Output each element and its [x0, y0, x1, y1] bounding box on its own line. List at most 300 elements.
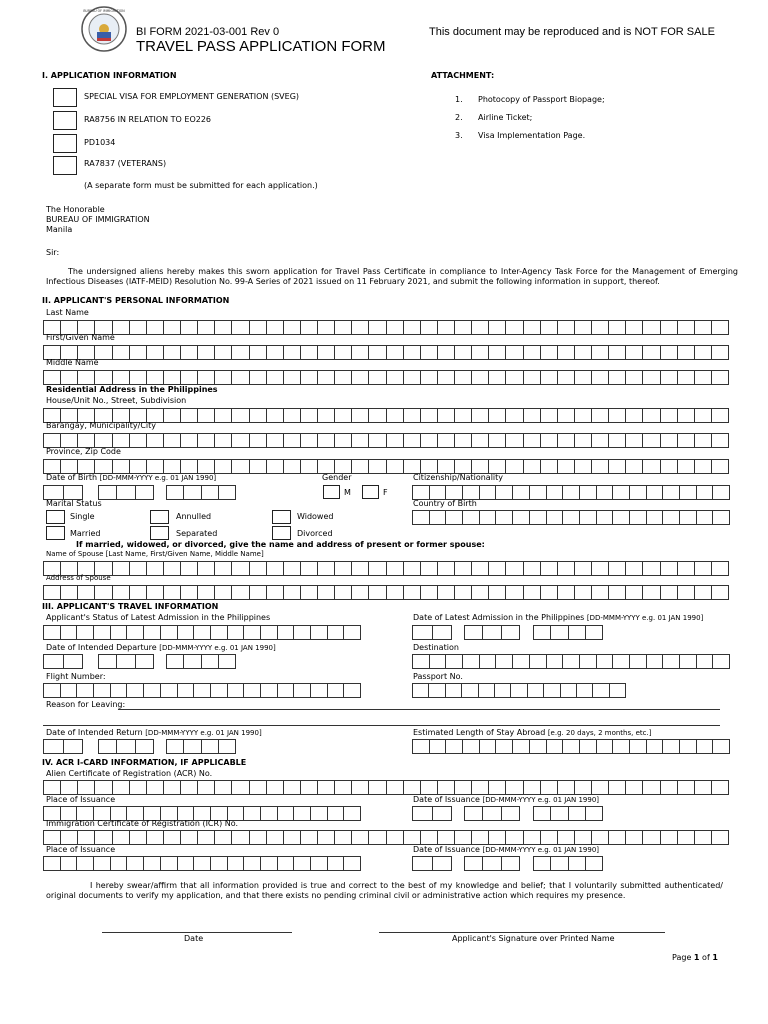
char-cell[interactable] [198, 585, 215, 600]
char-cell[interactable] [592, 459, 609, 474]
char-cell[interactable] [506, 459, 523, 474]
char-cell[interactable] [626, 408, 643, 423]
destination-field[interactable] [412, 654, 730, 669]
char-cell[interactable] [626, 780, 643, 795]
char-cell[interactable] [301, 459, 318, 474]
char-cell[interactable] [697, 510, 714, 525]
char-cell[interactable] [211, 625, 228, 640]
char-cell[interactable] [609, 830, 626, 845]
char-cell[interactable] [506, 780, 523, 795]
char-cell[interactable] [44, 780, 61, 795]
citizenship-field[interactable] [412, 485, 730, 500]
char-cell[interactable] [284, 830, 301, 845]
char-cell[interactable] [311, 856, 328, 871]
char-cell[interactable] [117, 485, 135, 500]
char-cell[interactable] [661, 561, 678, 576]
char-cell[interactable] [455, 408, 472, 423]
char-cell[interactable] [713, 654, 730, 669]
char-cell[interactable] [352, 459, 369, 474]
char-cell[interactable] [78, 830, 95, 845]
char-cell[interactable] [506, 561, 523, 576]
char-cell[interactable] [430, 510, 447, 525]
char-cell[interactable] [44, 683, 61, 698]
char-cell[interactable] [592, 370, 609, 385]
char-cell[interactable] [433, 806, 453, 821]
departure-month-field[interactable] [98, 654, 154, 669]
char-cell[interactable] [586, 856, 603, 871]
char-cell[interactable] [430, 485, 447, 500]
char-cell[interactable] [301, 408, 318, 423]
char-cell[interactable] [463, 654, 480, 669]
char-cell[interactable] [344, 625, 361, 640]
char-cell[interactable] [489, 780, 506, 795]
char-cell[interactable] [541, 459, 558, 474]
char-cell[interactable] [294, 625, 311, 640]
char-cell[interactable] [524, 561, 541, 576]
char-cell[interactable] [328, 683, 345, 698]
char-cell[interactable] [278, 625, 295, 640]
char-cell[interactable] [167, 654, 184, 669]
char-cell[interactable] [524, 780, 541, 795]
char-cell[interactable] [506, 345, 523, 360]
char-cell[interactable] [215, 345, 232, 360]
char-cell[interactable] [127, 856, 144, 871]
char-cell[interactable] [215, 408, 232, 423]
char-cell[interactable] [575, 433, 592, 448]
char-cell[interactable] [335, 780, 352, 795]
char-cell[interactable] [44, 830, 61, 845]
char-cell[interactable] [232, 780, 249, 795]
char-cell[interactable] [352, 585, 369, 600]
char-cell[interactable] [463, 485, 480, 500]
char-cell[interactable] [215, 780, 232, 795]
first-name-field[interactable] [43, 345, 729, 360]
char-cell[interactable] [136, 654, 154, 669]
char-cell[interactable] [558, 345, 575, 360]
char-cell[interactable] [472, 585, 489, 600]
char-cell[interactable] [267, 585, 284, 600]
char-cell[interactable] [663, 739, 680, 754]
char-cell[interactable] [284, 408, 301, 423]
char-cell[interactable] [489, 459, 506, 474]
char-cell[interactable] [215, 370, 232, 385]
char-cell[interactable] [502, 625, 520, 640]
char-cell[interactable] [164, 345, 181, 360]
char-cell[interactable] [78, 780, 95, 795]
char-cell[interactable] [284, 459, 301, 474]
last-name-field[interactable] [43, 320, 729, 335]
char-cell[interactable] [267, 780, 284, 795]
char-cell[interactable] [198, 345, 215, 360]
char-cell[interactable] [261, 625, 278, 640]
char-cell[interactable] [130, 459, 147, 474]
char-cell[interactable] [111, 683, 128, 698]
char-cell[interactable] [647, 654, 664, 669]
char-cell[interactable] [328, 625, 345, 640]
char-cell[interactable] [167, 739, 184, 754]
char-cell[interactable] [181, 433, 198, 448]
char-cell[interactable] [113, 830, 130, 845]
char-cell[interactable] [569, 625, 586, 640]
char-cell[interactable] [592, 780, 609, 795]
char-cell[interactable] [695, 585, 712, 600]
char-cell[interactable] [113, 345, 130, 360]
spouse-name-field[interactable] [43, 561, 729, 576]
char-cell[interactable] [678, 780, 695, 795]
char-cell[interactable] [413, 806, 433, 821]
char-cell[interactable] [284, 585, 301, 600]
char-cell[interactable] [94, 625, 111, 640]
char-cell[interactable] [413, 739, 430, 754]
char-cell[interactable] [513, 510, 530, 525]
char-cell[interactable] [558, 780, 575, 795]
char-cell[interactable] [661, 585, 678, 600]
char-cell[interactable] [530, 485, 547, 500]
annulled-checkbox[interactable] [150, 510, 169, 524]
char-cell[interactable] [446, 654, 463, 669]
char-cell[interactable] [563, 739, 580, 754]
passport-field[interactable] [412, 683, 626, 698]
char-cell[interactable] [301, 320, 318, 335]
char-cell[interactable] [181, 320, 198, 335]
char-cell[interactable] [335, 830, 352, 845]
char-cell[interactable] [609, 780, 626, 795]
issuance1-month-field[interactable] [464, 806, 520, 821]
char-cell[interactable] [301, 561, 318, 576]
issuance2-day-field[interactable] [412, 856, 452, 871]
char-cell[interactable] [663, 654, 680, 669]
char-cell[interactable] [301, 370, 318, 385]
char-cell[interactable] [575, 780, 592, 795]
admission-day-field[interactable] [412, 625, 452, 640]
char-cell[interactable] [95, 459, 112, 474]
char-cell[interactable] [647, 739, 664, 754]
issuance2-month-field[interactable] [464, 856, 520, 871]
char-cell[interactable] [261, 856, 278, 871]
char-cell[interactable] [455, 780, 472, 795]
char-cell[interactable] [99, 654, 117, 669]
char-cell[interactable] [580, 485, 597, 500]
char-cell[interactable] [413, 485, 430, 500]
char-cell[interactable] [597, 485, 614, 500]
char-cell[interactable] [250, 585, 267, 600]
char-cell[interactable] [551, 806, 568, 821]
char-cell[interactable] [178, 856, 195, 871]
char-cell[interactable] [95, 780, 112, 795]
char-cell[interactable] [328, 856, 345, 871]
char-cell[interactable] [215, 830, 232, 845]
char-cell[interactable] [64, 654, 84, 669]
char-cell[interactable] [267, 433, 284, 448]
char-cell[interactable] [626, 585, 643, 600]
char-cell[interactable] [404, 408, 421, 423]
char-cell[interactable] [472, 780, 489, 795]
reason-line-2[interactable] [43, 725, 720, 726]
char-cell[interactable] [352, 433, 369, 448]
char-cell[interactable] [647, 485, 664, 500]
char-cell[interactable] [483, 625, 501, 640]
status-field[interactable] [43, 625, 361, 640]
char-cell[interactable] [404, 345, 421, 360]
char-cell[interactable] [335, 370, 352, 385]
issuance1-day-field[interactable] [412, 806, 452, 821]
char-cell[interactable] [524, 433, 541, 448]
char-cell[interactable] [511, 683, 527, 698]
char-cell[interactable] [184, 739, 201, 754]
char-cell[interactable] [626, 561, 643, 576]
char-cell[interactable] [178, 683, 195, 698]
char-cell[interactable] [480, 485, 497, 500]
char-cell[interactable] [144, 856, 161, 871]
char-cell[interactable] [626, 320, 643, 335]
char-cell[interactable] [318, 433, 335, 448]
char-cell[interactable] [404, 459, 421, 474]
char-cell[interactable] [194, 683, 211, 698]
char-cell[interactable] [455, 585, 472, 600]
char-cell[interactable] [328, 806, 345, 821]
char-cell[interactable] [130, 585, 147, 600]
char-cell[interactable] [695, 345, 712, 360]
char-cell[interactable] [219, 654, 236, 669]
char-cell[interactable] [712, 780, 729, 795]
spouse-address-field[interactable] [43, 585, 729, 600]
char-cell[interactable] [592, 561, 609, 576]
char-cell[interactable] [318, 585, 335, 600]
char-cell[interactable] [592, 433, 609, 448]
char-cell[interactable] [626, 433, 643, 448]
char-cell[interactable] [215, 561, 232, 576]
char-cell[interactable] [438, 370, 455, 385]
char-cell[interactable] [613, 739, 630, 754]
char-cell[interactable] [678, 408, 695, 423]
char-cell[interactable] [318, 830, 335, 845]
widowed-checkbox[interactable] [272, 510, 291, 524]
char-cell[interactable] [561, 683, 577, 698]
char-cell[interactable] [455, 459, 472, 474]
char-cell[interactable] [506, 433, 523, 448]
char-cell[interactable] [352, 561, 369, 576]
char-cell[interactable] [44, 625, 61, 640]
char-cell[interactable] [164, 780, 181, 795]
char-cell[interactable] [563, 485, 580, 500]
char-cell[interactable] [130, 561, 147, 576]
char-cell[interactable] [311, 683, 328, 698]
char-cell[interactable] [697, 739, 714, 754]
char-cell[interactable] [164, 830, 181, 845]
char-cell[interactable] [284, 345, 301, 360]
char-cell[interactable] [352, 780, 369, 795]
char-cell[interactable] [267, 345, 284, 360]
char-cell[interactable] [661, 408, 678, 423]
char-cell[interactable] [506, 320, 523, 335]
char-cell[interactable] [99, 485, 117, 500]
char-cell[interactable] [712, 459, 729, 474]
char-cell[interactable] [438, 433, 455, 448]
char-cell[interactable] [592, 830, 609, 845]
char-cell[interactable] [130, 345, 147, 360]
char-cell[interactable] [438, 459, 455, 474]
char-cell[interactable] [202, 485, 219, 500]
char-cell[interactable] [147, 561, 164, 576]
char-cell[interactable] [609, 459, 626, 474]
char-cell[interactable] [695, 370, 712, 385]
char-cell[interactable] [352, 830, 369, 845]
char-cell[interactable] [541, 433, 558, 448]
char-cell[interactable] [613, 510, 630, 525]
char-cell[interactable] [643, 780, 660, 795]
char-cell[interactable] [198, 780, 215, 795]
char-cell[interactable] [404, 320, 421, 335]
char-cell[interactable] [547, 739, 564, 754]
char-cell[interactable] [643, 320, 660, 335]
char-cell[interactable] [136, 739, 154, 754]
issuance2-year-field[interactable] [533, 856, 603, 871]
char-cell[interactable] [506, 370, 523, 385]
char-cell[interactable] [489, 408, 506, 423]
char-cell[interactable] [250, 370, 267, 385]
char-cell[interactable] [215, 433, 232, 448]
char-cell[interactable] [463, 510, 480, 525]
char-cell[interactable] [530, 654, 547, 669]
char-cell[interactable] [228, 683, 245, 698]
char-cell[interactable] [113, 370, 130, 385]
char-cell[interactable] [586, 806, 603, 821]
char-cell[interactable] [369, 370, 386, 385]
char-cell[interactable] [663, 485, 680, 500]
char-cell[interactable] [524, 585, 541, 600]
char-cell[interactable] [130, 370, 147, 385]
char-cell[interactable] [219, 485, 236, 500]
char-cell[interactable] [232, 345, 249, 360]
char-cell[interactable] [113, 585, 130, 600]
char-cell[interactable] [712, 408, 729, 423]
char-cell[interactable] [575, 830, 592, 845]
char-cell[interactable] [284, 320, 301, 335]
dob-month-field[interactable] [98, 485, 154, 500]
char-cell[interactable] [215, 459, 232, 474]
char-cell[interactable] [161, 683, 178, 698]
char-cell[interactable] [64, 739, 84, 754]
char-cell[interactable] [318, 370, 335, 385]
char-cell[interactable] [678, 830, 695, 845]
char-cell[interactable] [113, 459, 130, 474]
char-cell[interactable] [387, 780, 404, 795]
char-cell[interactable] [712, 830, 729, 845]
char-cell[interactable] [267, 561, 284, 576]
char-cell[interactable] [369, 345, 386, 360]
char-cell[interactable] [219, 739, 236, 754]
char-cell[interactable] [713, 510, 730, 525]
char-cell[interactable] [489, 830, 506, 845]
char-cell[interactable] [643, 830, 660, 845]
char-cell[interactable] [136, 485, 154, 500]
char-cell[interactable] [194, 856, 211, 871]
dob-day-field[interactable] [43, 485, 83, 500]
char-cell[interactable] [228, 625, 245, 640]
char-cell[interactable] [335, 408, 352, 423]
char-cell[interactable] [541, 561, 558, 576]
char-cell[interactable] [144, 683, 161, 698]
char-cell[interactable] [597, 739, 614, 754]
char-cell[interactable] [413, 625, 433, 640]
char-cell[interactable] [597, 510, 614, 525]
char-cell[interactable] [575, 345, 592, 360]
char-cell[interactable] [438, 561, 455, 576]
char-cell[interactable] [211, 683, 228, 698]
char-cell[interactable] [369, 585, 386, 600]
char-cell[interactable] [44, 433, 61, 448]
char-cell[interactable] [232, 459, 249, 474]
char-cell[interactable] [530, 739, 547, 754]
char-cell[interactable] [198, 370, 215, 385]
char-cell[interactable] [95, 433, 112, 448]
char-cell[interactable] [44, 856, 61, 871]
char-cell[interactable] [44, 485, 64, 500]
char-cell[interactable] [630, 739, 647, 754]
char-cell[interactable] [695, 408, 712, 423]
char-cell[interactable] [597, 654, 614, 669]
char-cell[interactable] [250, 561, 267, 576]
char-cell[interactable] [465, 806, 483, 821]
char-cell[interactable] [404, 585, 421, 600]
char-cell[interactable] [678, 561, 695, 576]
char-cell[interactable] [301, 830, 318, 845]
char-cell[interactable] [483, 856, 501, 871]
char-cell[interactable] [502, 806, 520, 821]
char-cell[interactable] [661, 345, 678, 360]
char-cell[interactable] [164, 370, 181, 385]
char-cell[interactable] [164, 561, 181, 576]
char-cell[interactable] [462, 683, 478, 698]
char-cell[interactable] [678, 320, 695, 335]
char-cell[interactable] [78, 585, 95, 600]
char-cell[interactable] [250, 459, 267, 474]
char-cell[interactable] [94, 683, 111, 698]
char-cell[interactable] [609, 370, 626, 385]
reason-line[interactable] [118, 709, 720, 710]
char-cell[interactable] [661, 830, 678, 845]
char-cell[interactable] [194, 625, 211, 640]
char-cell[interactable] [78, 433, 95, 448]
char-cell[interactable] [489, 585, 506, 600]
char-cell[interactable] [496, 739, 513, 754]
char-cell[interactable] [267, 459, 284, 474]
char-cell[interactable] [463, 739, 480, 754]
char-cell[interactable] [712, 345, 729, 360]
char-cell[interactable] [61, 625, 78, 640]
char-cell[interactable] [472, 370, 489, 385]
char-cell[interactable] [455, 830, 472, 845]
char-cell[interactable] [202, 739, 219, 754]
char-cell[interactable] [178, 625, 195, 640]
char-cell[interactable] [61, 433, 78, 448]
char-cell[interactable] [335, 345, 352, 360]
char-cell[interactable] [695, 320, 712, 335]
char-cell[interactable] [489, 345, 506, 360]
admission-month-field[interactable] [464, 625, 520, 640]
char-cell[interactable] [695, 830, 712, 845]
char-cell[interactable] [695, 459, 712, 474]
char-cell[interactable] [678, 345, 695, 360]
char-cell[interactable] [551, 856, 568, 871]
char-cell[interactable] [164, 459, 181, 474]
char-cell[interactable] [294, 806, 311, 821]
char-cell[interactable] [643, 585, 660, 600]
char-cell[interactable] [609, 320, 626, 335]
char-cell[interactable] [61, 856, 78, 871]
char-cell[interactable] [267, 408, 284, 423]
char-cell[interactable] [541, 345, 558, 360]
